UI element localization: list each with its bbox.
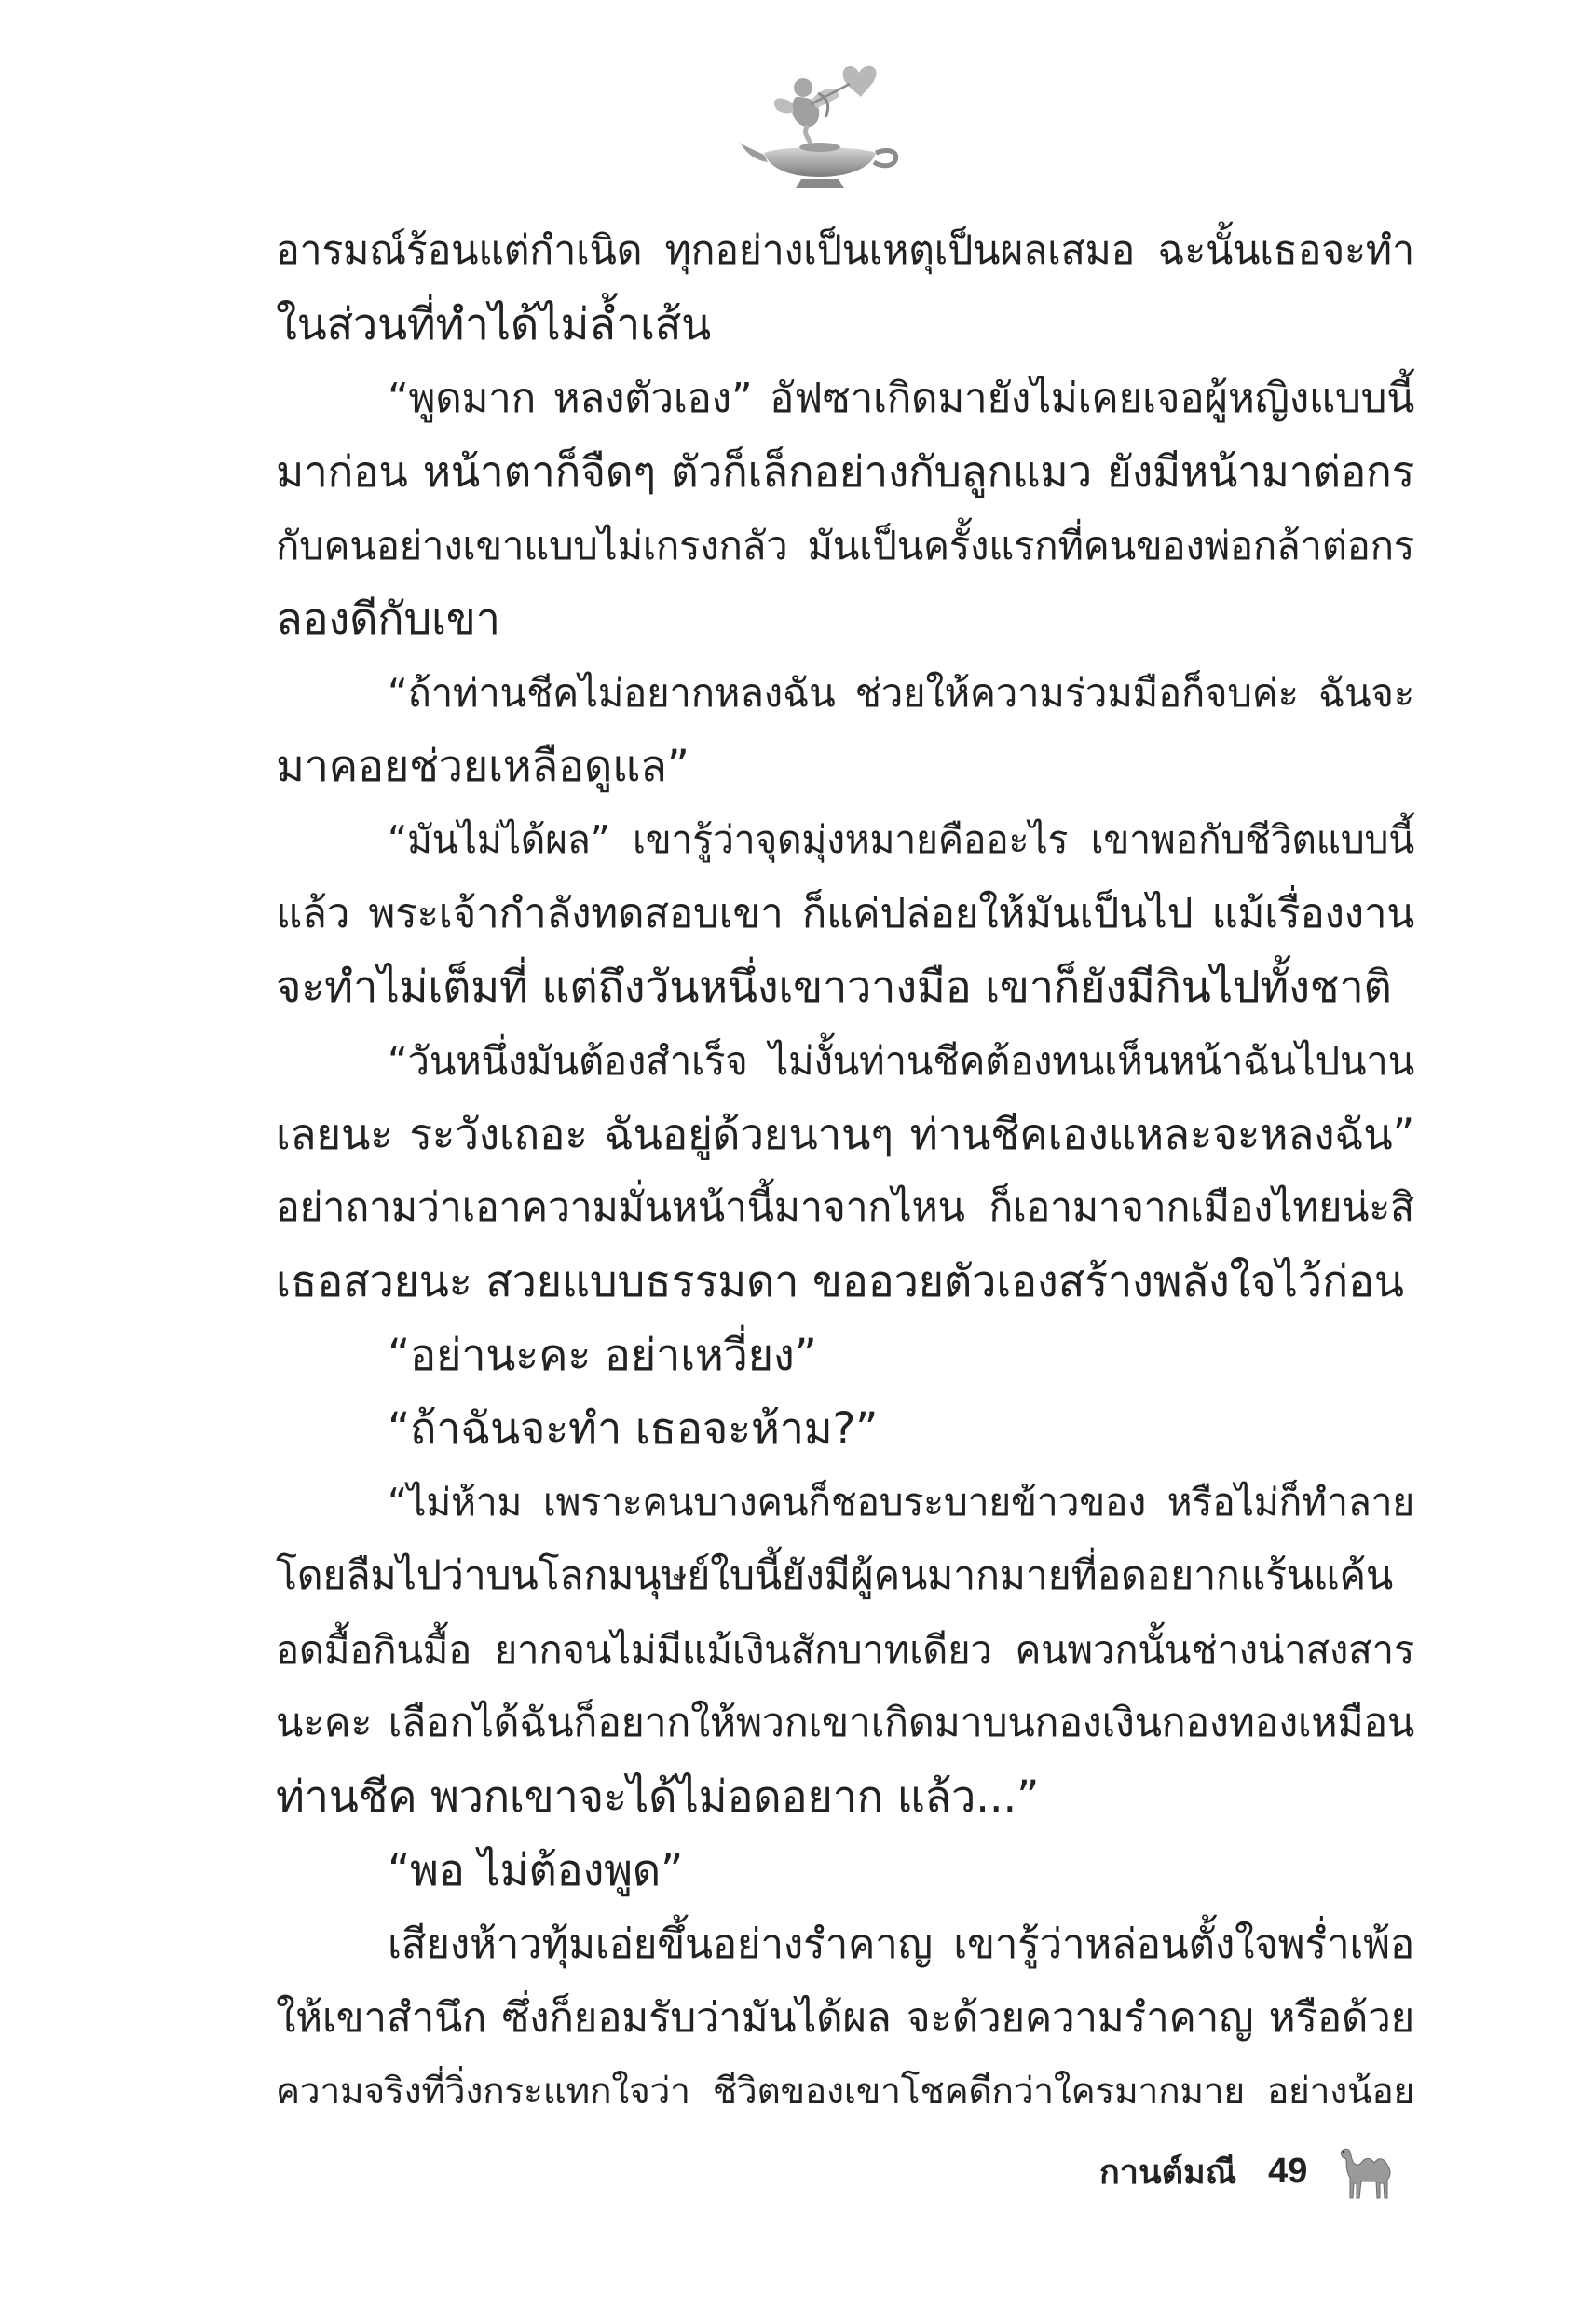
text-line: จะทำไม่เต็มที่ แต่ถึงวันหนึ่งเขาวางมือ เขาก็ยังมีกินไปทั้งชาติ xyxy=(276,962,1392,1013)
text-line: “วันหนึ่งมันต้องสำเร็จ ไม่งั้นท่านชีคต้องทนเห็นหน้าฉันไปนาน xyxy=(388,1038,1414,1084)
text-line: โดยลืมไปว่าบนโลกมนุษย์ใบนี้ยังมีผู้คนมากมายที่อดอยากแร้นแค้น xyxy=(276,1552,1393,1599)
text-line: อดมื้อกินมื้อ ยากจนไม่มีแม้เงินสักบาทเดียว คนพวกนั้นช่างน่าสงสาร xyxy=(276,1627,1414,1673)
text-line: กับคนอย่างเขาแบบไม่เกรงกลัว มันเป็นครั้งแรกที่คนของพ่อกล้าต่อกร xyxy=(276,523,1414,568)
text-line: แล้ว พระเจ้ากำลังทดสอบเขา ก็แค่ปล่อยให้มันเป็นไป แม้เรื่องงาน xyxy=(276,890,1414,937)
text-line: “พอ ไม่ต้องพูด” xyxy=(388,1845,684,1896)
text-line: อารมณ์ร้อนแต่กำเนิด ทุกอย่างเป็นเหตุเป็นผลเสมอ ฉะนั้นเธอจะทำ xyxy=(276,227,1414,274)
text-line: ลองดีกับเขา xyxy=(276,594,500,645)
body-text xyxy=(276,214,1414,2128)
text-line: ให้เขาสำนึก ซึ่งก็ยอมรับว่ามันได้ผล จะด้วยความรำคาญ หรือด้วย xyxy=(276,1994,1414,2042)
book-title: กานต์มณี xyxy=(1099,2153,1237,2192)
text-line: “ถ้าท่านชีคไม่อยากหลงฉัน ช่วยให้ความร่วมมือก็จบค่ะ ฉันจะ xyxy=(388,670,1414,716)
text-line: นะคะ เลือกได้ฉันก็อยากให้พวกเขาเกิดมาบนกองเงินกองทองเหมือน xyxy=(276,1700,1414,1746)
page-number: 49 xyxy=(1268,2151,1308,2191)
text-line: “มันไม่ได้ผล” เขารู้ว่าจุดมุ่งหมายคืออะไร เขาพอกับชีวิตแบบนี้ xyxy=(388,817,1414,862)
camel-icon xyxy=(1333,2140,1398,2202)
text-line: เธอสวยนะ สวยแบบธรรมดา ขออวยตัวเองสร้างพลังใจไว้ก่อน xyxy=(276,1256,1404,1307)
text-line: “พูดมาก หลงตัวเอง” อัฟซาเกิดมายังไม่เคยเจอผู้หญิงแบบนี้ xyxy=(388,375,1414,422)
text-line: มาก่อน หน้าตาก็จืดๆ ตัวก็เล็กอย่างกับลูกแมว ยังมีหน้ามาต่อกร xyxy=(276,446,1414,497)
text-line: “อย่านะคะ อย่าเหวี่ยง” xyxy=(388,1330,817,1381)
text-line: “ถ้าฉันจะทำ เธอจะห้าม?” xyxy=(388,1403,879,1455)
text-line: ท่านชีค พวกเขาจะได้ไม่อดอยาก แล้ว...” xyxy=(276,1771,1040,1823)
text-line: “ไม่ห้าม เพราะคนบางคนก็ชอบระบายข้าวของ หรือไม่ก็ทำลาย xyxy=(388,1480,1414,1525)
text-line: อย่าถามว่าเอาความมั่นหน้านี้มาจากไหน ก็เอามาจากเมืองไทยน่ะสิ xyxy=(276,1184,1414,1231)
text-line: มาคอยช่วยเหลือดูแล” xyxy=(276,741,689,792)
text-line: เลยนะ ระวังเถอะ ฉันอยู่ด้วยนานๆ ท่านชีคเองแหละจะหลงฉัน” xyxy=(276,1109,1414,1159)
text-line: เสียงห้าวทุ้มเอ่ยขึ้นอย่างรำคาญ เขารู้ว่าหล่อนตั้งใจพร่ำเพ้อ xyxy=(388,1921,1414,1968)
cupid-genie-lamp-icon xyxy=(736,56,904,196)
text-line: ในส่วนที่ทำได้ไม่ล้ำเส้น xyxy=(276,299,711,350)
page-footer xyxy=(1099,2134,1398,2208)
text-line: ความจริงที่วิ่งกระแทกใจว่า ชีวิตของเขาโชคดีกว่าใครมากมาย อย่างน้อย xyxy=(276,2071,1414,2113)
